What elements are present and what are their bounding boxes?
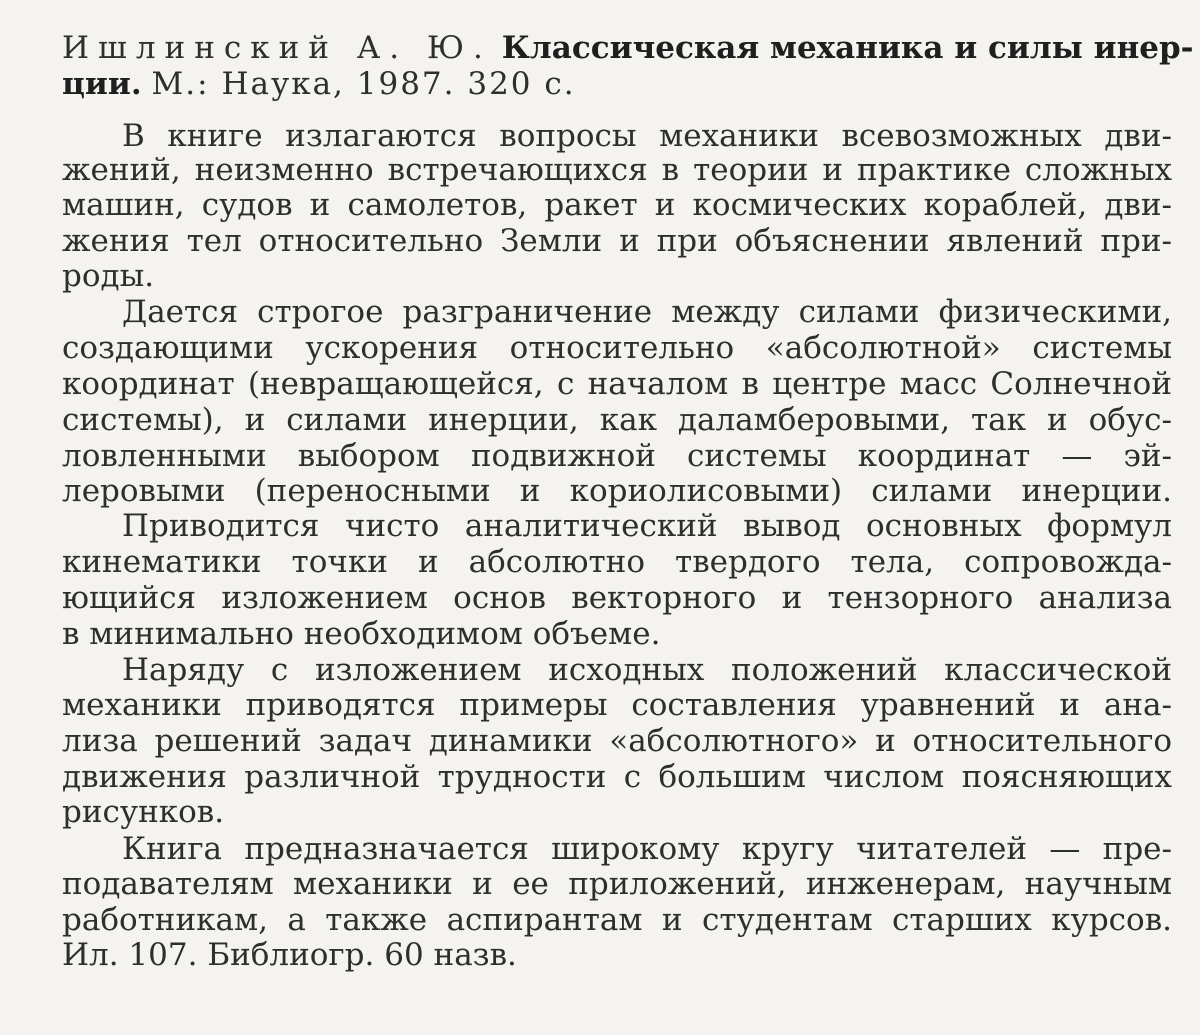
paragraph-5-line-1: Книга предназначается широкому кругу читателей — пре- xyxy=(122,831,1172,867)
paragraph-3-line-3: ющийся изложением основ векторного и тензорного анализа xyxy=(62,580,1172,616)
paragraph-2-line-4: системы), и силами инерции, как даламберовыми, так и обус- xyxy=(62,402,1172,438)
paragraph-1-line-3: машин, судов и самолетов, ракет и космических кораблей, дви- xyxy=(62,187,1172,223)
paragraph-4-line-4: движения различной трудности с большим числом поясняющих xyxy=(62,759,1172,795)
paragraph-1-line-1: В книге излагаются вопросы механики всевозможных дви- xyxy=(122,118,1172,154)
paragraph-4-line-2: механики приводятся примеры составления уравнений и ана- xyxy=(62,687,1172,723)
paragraph-3-line-2: кинематики точки и абсолютно твердого тела, сопровожда- xyxy=(62,544,1172,580)
paragraph-5-line-3: работникам, а также аспирантам и студентам старших курсов. xyxy=(62,902,1172,938)
publication-info: М.: Наука, 1987. 320 с. xyxy=(151,66,576,102)
paragraph-4-line-1: Наряду с изложением исходных положений классической xyxy=(122,652,1172,688)
paragraph-2-line-5: ловленными выбором подвижной системы координат — эй- xyxy=(62,438,1172,474)
paragraph-2-line-1: Дается строгое разграничение между силами физическими, xyxy=(122,294,1172,330)
paragraph-1-line-4: жения тел относительно Земли и при объяснении явлений при- xyxy=(62,223,1172,259)
paragraph-3-line-4: в минимально необходимом объеме. xyxy=(62,616,661,652)
citation-line-1 xyxy=(62,28,1194,68)
paragraph-4-line-3: лиза решений задач динамики «абсолютного» и относительного xyxy=(62,723,1172,759)
book-title-part-2: ции. xyxy=(62,66,142,102)
paragraph-4-line-5: рисунков. xyxy=(62,794,225,830)
paragraph-2-line-3: координат (невращающейся, с началом в центре масс Солнечной xyxy=(62,366,1172,402)
paragraph-1-line-5: роды. xyxy=(62,258,155,294)
paragraph-5-line-4: Ил. 107. Библиогр. 60 назв. xyxy=(62,937,517,973)
paragraph-3-line-1: Приводится чисто аналитический вывод основных формул xyxy=(122,508,1172,544)
book-title-part-1: Классическая механика и силы инер- xyxy=(501,30,1194,66)
paragraph-1-line-2: жений, неизменно встречающихся в теории и практике сложных xyxy=(62,152,1172,188)
paragraph-2-line-2: создающими ускорения относительно «абсолютной» системы xyxy=(62,330,1172,366)
author-name: Ишлинский А. Ю. xyxy=(62,30,492,66)
paragraph-2-line-6: леровыми (переносными и кориолисовыми) силами инерции. xyxy=(62,473,1172,509)
citation-line-2 xyxy=(62,64,1172,104)
paragraph-5-line-2: подавателям механики и ее приложений, инженерам, научным xyxy=(62,866,1172,902)
